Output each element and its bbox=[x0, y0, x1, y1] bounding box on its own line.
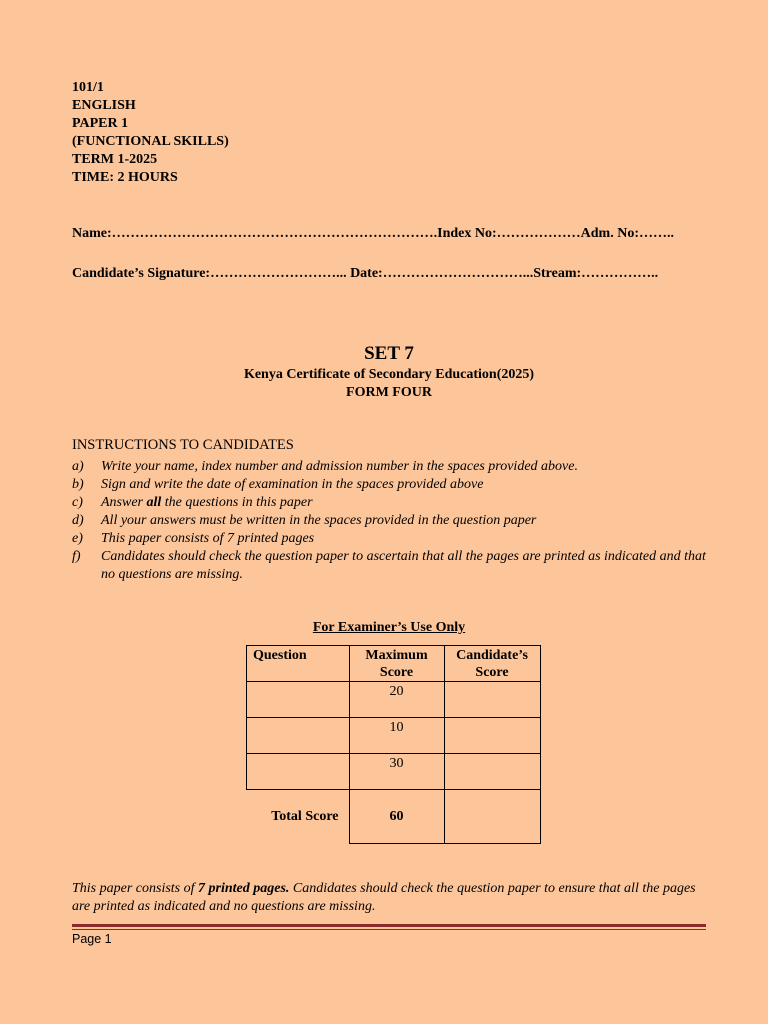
examiner-table-title: For Examiner’s Use Only bbox=[312, 620, 466, 635]
time-allowed: TIME: 2 HOURS bbox=[72, 170, 178, 185]
header-question: Question bbox=[247, 646, 350, 682]
instruction-item: c) Answer all the questions in this paper bbox=[72, 495, 313, 510]
max-score-cell: 10 bbox=[349, 718, 444, 754]
max-score-cell: 20 bbox=[349, 682, 444, 718]
paper-code: 101/1 bbox=[72, 80, 104, 95]
total-max-score: 60 bbox=[349, 790, 444, 844]
footer-note: This paper consists of 7 printed pages. Candidates should check the question paper to ensure that all the pages are printed as indicated and no questions are missing. bbox=[72, 881, 696, 914]
total-candidate-score[interactable] bbox=[444, 790, 540, 844]
instructions-list bbox=[72, 458, 712, 584]
question-cell[interactable] bbox=[247, 682, 350, 718]
subject: ENGLISH bbox=[72, 98, 136, 113]
form-level: FORM FOUR bbox=[346, 385, 432, 400]
exam-title: Kenya Certificate of Secondary Education(2025) bbox=[243, 367, 535, 382]
footer-rule-thick bbox=[72, 924, 706, 927]
signature-date-stream-line[interactable]: Candidate’s Signature:………………………... Date:…………………………...Stream:…………….. bbox=[72, 266, 659, 281]
candidate-score-cell[interactable] bbox=[444, 682, 540, 718]
instruction-item: f) Candidates should check the question paper to ascertain that all the pages are printed as indicated and that no questions are missing. bbox=[72, 549, 706, 582]
question-cell[interactable] bbox=[247, 754, 350, 790]
paper-header bbox=[72, 79, 229, 187]
term: TERM 1-2025 bbox=[72, 152, 158, 167]
instruction-item: e) This paper consists of 7 printed pages bbox=[72, 531, 315, 546]
header-candidate-score: Candidate’s Score bbox=[444, 646, 540, 682]
table-row bbox=[247, 718, 541, 754]
set-title: SET 7 bbox=[364, 343, 414, 364]
candidate-score-cell[interactable] bbox=[444, 754, 540, 790]
header-max-score: Maximum Score bbox=[349, 646, 444, 682]
total-label: Total Score bbox=[247, 790, 350, 844]
paper-number: PAPER 1 bbox=[72, 116, 129, 131]
table-header-row bbox=[247, 646, 541, 682]
name-index-adm-line[interactable]: Name:…………………………………………………………….Index No:………………Adm. No:…….. bbox=[72, 226, 674, 241]
instructions-heading: INSTRUCTIONS TO CANDIDATES bbox=[72, 437, 294, 453]
instruction-item: a) Write your name, index number and admission number in the spaces provided above. bbox=[72, 459, 578, 474]
instruction-item: d) All your answers must be written in the spaces provided in the question paper bbox=[72, 513, 537, 528]
candidate-score-cell[interactable] bbox=[444, 718, 540, 754]
instruction-item: b) Sign and write the date of examination in the spaces provided above bbox=[72, 477, 484, 492]
footer-rule-thin bbox=[72, 929, 706, 930]
page-number: Page 1 bbox=[72, 932, 112, 946]
total-row bbox=[247, 790, 541, 844]
max-score-cell: 30 bbox=[349, 754, 444, 790]
table-row bbox=[247, 754, 541, 790]
examiner-score-table bbox=[246, 645, 541, 844]
table-row bbox=[247, 682, 541, 718]
question-cell[interactable] bbox=[247, 718, 350, 754]
paper-type: (FUNCTIONAL SKILLS) bbox=[72, 134, 229, 149]
